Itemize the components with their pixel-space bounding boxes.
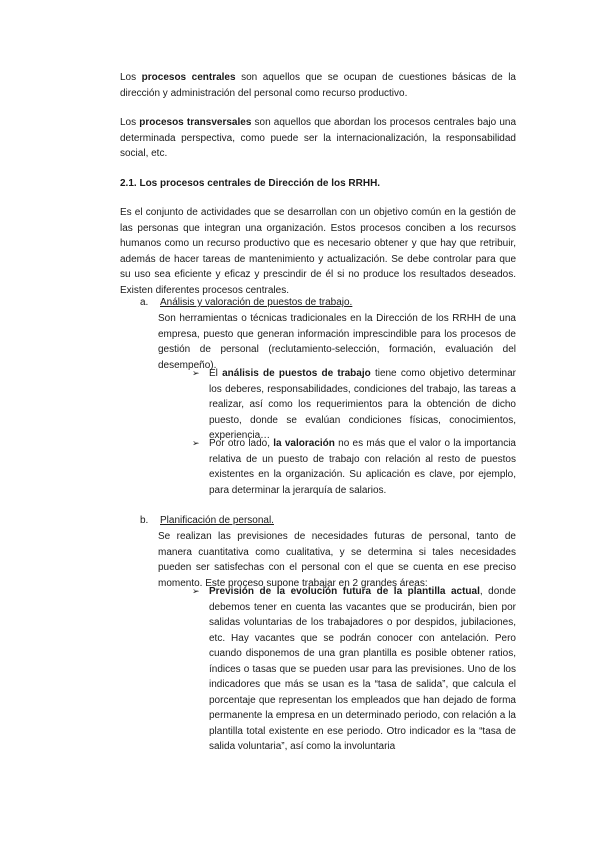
intro-paragraph-central [120, 70, 516, 101]
list-label-b: b. [140, 515, 149, 526]
section-heading: 2.1. Los procesos centrales de Dirección de los RRHH. [120, 178, 381, 189]
text-run: Por otro lado, [209, 438, 274, 449]
arrow-bullet-icon: ➢ [192, 438, 200, 448]
text-run: tiene como objetivo determinar los deberes, responsabilidades, condiciones del trabajo, las tareas a realizar, así como los requerimientos para la obtención de dicho puesto, donde se evalúan condiciones físicas, conocimientos, experiencia… [209, 368, 516, 441]
term-procesos-centrales: procesos centrales [141, 72, 236, 83]
section-body: Es el conjunto de actividades que se desarrollan con un objetivo común en la gestión de las personas que integran una organización. Estos procesos conciben a los recursos humanos como un recurso productivo que es necesario obtener y que hay que retribuir, además de hacer tareas de mantenimiento y actualización. Se debe controlar para que su uso sea eficiente y eficaz y prescindir de él si no produce los resultados deseados. Existen diferentes procesos centrales. [120, 207, 516, 296]
text-run: El [209, 368, 223, 379]
text-run: , donde debemos tener en cuenta las vacantes que se producirán, bien por salidas voluntarias de los trabajadores o por despidos, jubilaciones, etc. Hay vacantes que se podrán conocer con antelación. Pero cuando disponemos de una gran plantilla es posible obtener ratios, índices o tasas que se pueden usar para las previsiones. Uno de los indicadores que más se usan es la “tasa de salida”, que calcula el porcentaje que representan los empleados que han dejado de forma permanente la empresa en un determinado periodo, con relación a la plantilla total existente en ese periodo. Otro indicador es la “tasa de salida voluntaria”, así como la involuntaria [209, 586, 516, 752]
text-run: no es más que el valor o la importancia relativa de un puesto de trabajo con relación al resto de puestos existentes en la organización. Su aplicación es clave, por ejemplo, para determinar la jerarquía de salarios. [209, 438, 516, 496]
item-a-bullet-valoracion [192, 436, 516, 500]
text-run: son aquellos que se ocupan de cuestiones básicas de la dirección y administración del personal como recurso productivo. [120, 72, 516, 99]
bullet-text [209, 436, 516, 498]
item-a-body: Son herramientas o técnicas tradicionales en la Dirección de los RRHH de una empresa, puesto que generan información imprescindible para los procesos de gestión de personal (reclutamiento-selección, formación, evaluación del desempeño). [158, 313, 516, 371]
item-b-bullet-prevision [192, 584, 516, 754]
term-analisis: análisis de puestos de trabajo [222, 368, 371, 379]
bullet-text [209, 584, 516, 755]
item-a-bullet-analisis [192, 366, 516, 446]
term-valoracion: la valoración [273, 438, 335, 449]
text-run: Los [120, 72, 142, 83]
term-procesos-transversales: procesos transversales [139, 117, 252, 128]
list-title-a: Análisis y valoración de puestos de trabajo. [160, 297, 353, 308]
term-prevision: Previsión de la evolución futura de la plantilla actual [209, 586, 480, 597]
arrow-bullet-icon: ➢ [192, 368, 200, 378]
arrow-bullet-icon: ➢ [192, 586, 200, 596]
list-title-b: Planificación de personal. [160, 515, 274, 526]
intro-paragraph-transversal [120, 115, 516, 162]
text-run: son aquellos que abordan los procesos centrales bajo una determinada perspectiva, como puede ser la internacionalización, la responsabilidad social, etc. [120, 117, 517, 159]
text-run: Los [120, 117, 140, 128]
item-b-body: Se realizan las previsiones de necesidades futuras de personal, tanto de manera cuantitativa como cualitativa, y se determina si tales necesidades pueden ser satisfechas con el personal con el que se cuenta en ese preciso momento. Este proceso supone trabajar en 2 grandes áreas: [158, 531, 516, 589]
bullet-text [209, 366, 516, 444]
list-label-a: a. [140, 297, 149, 308]
